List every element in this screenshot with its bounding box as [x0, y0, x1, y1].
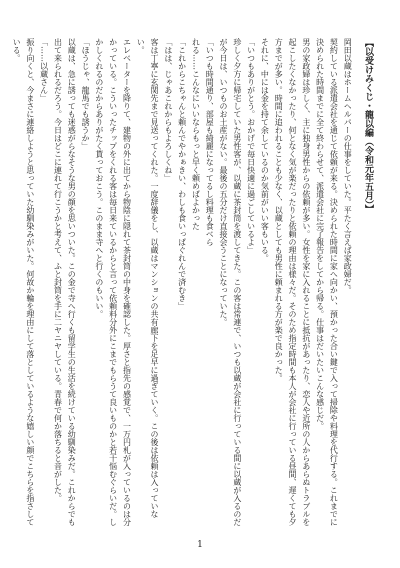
- dialogue-line: 「いつも時間通り、部屋も綺麗になってるし料理も食べら: [205, 38, 215, 246]
- dialogue-line: れる……こんなにいいならもっと早く頼めばよかった: [191, 38, 201, 230]
- paragraph: エレベーターを降りて、建物の外に出てから物陰に隠れて茶封筒の中身を確認した。厚さと指先の感覚で、一万円札が入っているのは分かっている。こういったチップをくれる客は毎日来ているからと言って依頼料分外にこまでもらうて良いものかと若干悩むぐらいだ。しかしくれるのだからありがたく貰っておこう。このまま寺へと行くのもいい。: [94, 38, 132, 526]
- dialogue-line: 「いつもありがとう。おかげで毎日快適に過ごしているよ」: [246, 38, 256, 254]
- paragraph: 岡田以蔵はホームヘルパーの仕事をしていた。平たく言えば家政婦だ。: [343, 38, 353, 294]
- paragraph: 珍しく夕方に帰宅していた男性客が、以蔵に茶封筒を渡してきた。この客は常連で、いつも以蔵が会社に行っている間に以蔵が入るのだが今日は、いつものお土産がない。最後の五分だけ直接会うことになっていた。: [219, 38, 242, 526]
- paragraph: 客は丁寧に玄関先まで見送ってくれた。一度辞儀をし、以蔵はマンションの共有廊下を足早に過ぎていく。この後は依頼は入っていない。: [136, 38, 160, 518]
- dialogue-line: 「はは、じゃあこれからもよろしくね」: [163, 38, 173, 182]
- paragraph: 以蔵は、急に誘っても迷惑がらなそうな男の顔を思いついた。この金で寺へ行くも留学生の生活を続けている幼馴染みだ。これからでも出て来られるだろう。今日はどこに連れて行こうかと考えて、ふと封筒を手に二ヤニヤしている。青春で何か落ちると音がした。: [53, 38, 77, 526]
- dialogue-line: 「これからこちゃんと頼んでやかぁきい、わしも食いっぱぐれんで済むき」: [177, 38, 187, 310]
- dialogue-line: 「ほうじゃ、龍馬でも誘うか」: [81, 38, 91, 150]
- paragraph: 振り向くと、今まさに連絡しようと思っていた幼馴染みがいた。何故か輪を理由にして落としているような嬉しい顔でこちらを指さしている。: [12, 38, 35, 526]
- paragraph: 契約している派遣会社を通じて依頼が来る。決められた時間に家へ向かい、預かった合い鍵で入って掃除や料理を代行する。これまでに決められた時間までに全て終わらせて、派遣会社に完了報告をしてから帰る。仕事はだいたいこんな感じだ。: [315, 38, 339, 526]
- paragraph: それに、中には金を持て余しているのか気前がいい客もいる。: [260, 38, 270, 262]
- dialogue-line: 「……以蔵さん」: [39, 38, 49, 102]
- paragraph: 男の家政婦は珍しく、主に独身男性からの依頼が多い。女性を家に入れることに抵抗があったり、恋人や近所の人からあらぬトラブルを起こしたくなかったり、何となく気が楽だったりと依頼の理由は様々だ。そのため指定時間も本人が会社に行っている昼間、遅くても夕方までが多い。時間に追われることも少なく、以蔵としても男性に頼まれる方が楽で良かった。: [274, 38, 311, 526]
- chapter-heading: 【以受けみくじ・龍以編（令和元年五月）】: [363, 38, 373, 214]
- page-number: 1: [197, 540, 203, 550]
- vertical-text-body: [12, 38, 374, 526]
